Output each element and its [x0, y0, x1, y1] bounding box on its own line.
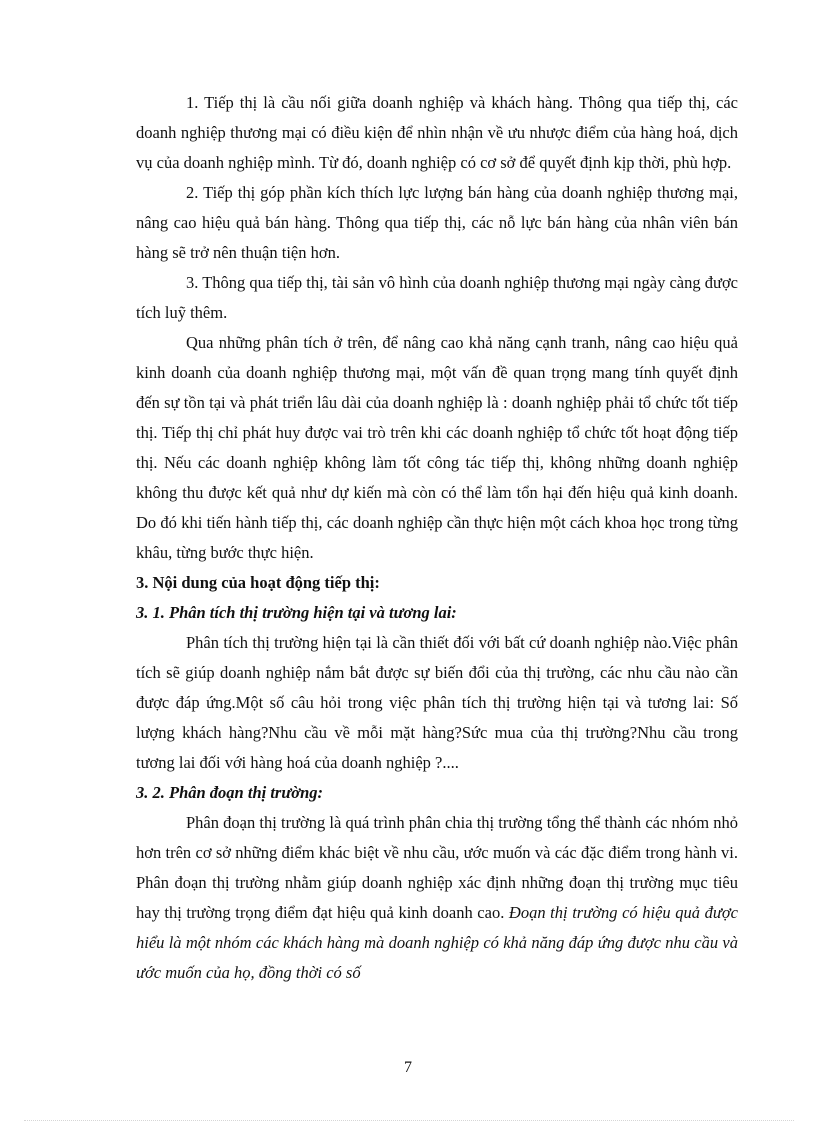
paragraph-summary: Qua những phân tích ở trên, để nâng cao khả năng cạnh tranh, nâng cao hiệu quả kinh doanh của doanh nghiệp thương mại, một vấn đề quan trọng mang tính quyết định đến sự tồn tại và phát triển lâu dài của doanh nghiệp là : doanh nghiệp phải tổ chức tốt tiếp thị. Tiếp thị chỉ phát huy được vai trò trên khi các doanh nghiệp tổ chức tốt hoạt động tiếp thị. Nếu các doanh nghiệp không làm tốt công tác tiếp thị, không những doanh nghiệp không thu được kết quả như dự kiến mà còn có thể làm tổn hại đến hiệu quả kinh doanh. Do đó khi tiến hành tiếp thị, các doanh nghiệp cần thực hiện một cách khoa học trong từng khâu, từng bước thực hiện. [136, 333, 738, 562]
paragraph-market-segmentation [136, 808, 738, 988]
segmentation-italic-text: Đoạn thị trường có hiệu quả được hiểu là một nhóm các khách hàng mà doanh nghiệp có khả năng đáp ứng được nhu cầu và ước muốn của họ, đồng thời có số [136, 903, 738, 982]
page-bottom-divider [24, 1120, 794, 1121]
heading-section-3-1: 3. 1. Phân tích thị trường hiện tại và tương lai: [136, 603, 457, 622]
page-number: 7 [404, 1059, 412, 1076]
segmentation-text: Phân đoạn thị trường là quá trình phân chia thị trường tổng thể thành các nhóm nhỏ hơn trên cơ sở những điểm khác biệt về nhu cầu, ước muốn và các đặc điểm trong hành vi. Phân đoạn thị trường nhằm giúp doanh nghiệp xác định những đoạn thị trường mục tiêu hay thị trường trọng điểm đạt hiệu quả kinh doanh cao. [136, 813, 738, 922]
paragraph-market-analysis: Phân tích thị trường hiện tại là cần thiết đối với bất cứ doanh nghiệp nào.Việc phân tích sẽ giúp doanh nghiệp nắm bắt được sự biến đổi của thị trường, các nhu cầu nào cần được đáp ứng.Một số câu hỏi trong việc phân tích thị trường hiện tại và tương lai: Số lượng khách hàng?Nhu cầu về mỗi mặt hàng?Sức mua của thị trường?Nhu cầu trong tương lai đối với hàng hoá của doanh nghiệp ?.... [136, 633, 738, 772]
paragraph-role-1: 1. Tiếp thị là cầu nối giữa doanh nghiệp và khách hàng. Thông qua tiếp thị, các doanh nghiệp thương mại có điều kiện để nhìn nhận về ưu nhược điểm của hàng hoá, dịch vụ của doanh nghiệp mình. Từ đó, doanh nghiệp có cơ sở để quyết định kịp thời, phù hợp. [136, 93, 738, 172]
page-content [136, 88, 738, 988]
paragraph-role-3: 3. Thông qua tiếp thị, tài sản vô hình của doanh nghiệp thương mại ngày càng được tích luỹ thêm. [136, 273, 738, 322]
heading-section-3: 3. Nội dung của hoạt động tiếp thị: [136, 573, 380, 592]
heading-section-3-2: 3. 2. Phân đoạn thị trường: [136, 783, 323, 802]
paragraph-role-2: 2. Tiếp thị góp phần kích thích lực lượng bán hàng của doanh nghiệp thương mại, nâng cao hiệu quả bán hàng. Thông qua tiếp thị, các nỗ lực bán hàng của nhân viên bán hàng sẽ trở nên thuận tiện hơn. [136, 183, 738, 262]
